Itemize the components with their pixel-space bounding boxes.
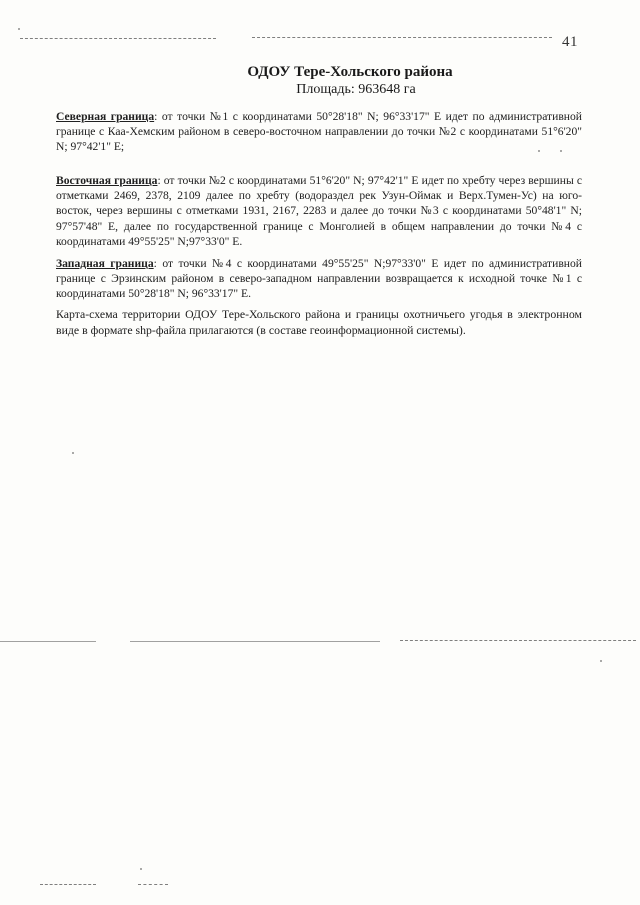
document-title: ОДОУ Тере-Хольского района — [247, 64, 453, 80]
west-border-label: Западная граница — [56, 257, 154, 270]
scan-speck — [18, 28, 20, 30]
scan-artifact-top-line — [20, 38, 216, 39]
page-number: 41 — [562, 34, 578, 50]
area-line: Площадь: 963648 га — [296, 82, 416, 97]
scan-artifact-mid-line — [0, 641, 96, 642]
map-note-paragraph: Карта-схема территории ОДОУ Тере-Хольского района и границы охотничьего угодья в электронном виде в формате shp-файла прилагаются (в составе геоинформационной системы). — [56, 307, 582, 337]
scan-speck — [140, 868, 142, 870]
scan-speck — [600, 660, 602, 662]
north-border-label: Северная граница — [56, 110, 155, 123]
west-border-paragraph — [56, 256, 582, 302]
east-border-label: Восточная граница — [56, 174, 158, 187]
scan-speck — [72, 452, 74, 454]
scan-artifact-mid-line-3 — [400, 640, 636, 641]
east-border-text: : от точки №2 с координатами 51°6'20" N; 97°42'1" E идет по хребту через вершины с отметками 2469, 2378, 2109 далее по хребту (водораздел рек Узун-Оймак и Верх.Тумен-Ус) на юго-восток, через вершины с отметками 1931, 2167, 2283 и далее до точки №3 с координатами 50°48'1" N; 97°57'48" E, далее по государственной границе с Монголией в общем направлении до точки №4 с координатами 49°55'25" N;97°33'0" E. — [56, 174, 582, 248]
west-border-text: : от точки №4 с координатами 49°55'25" N;97°33'0" E идет по административной границе с Эрзинским районом в северо-западном направлении возвращается к исходной точке №1 с координатами 50°28'18" N; 96°33'17" E. — [56, 257, 583, 301]
scan-artifact-bottom-line — [40, 884, 96, 885]
north-border-text: : от точки №1 с координатами 50°28'18" N; 96°33'17" E идет по административной границе с Каа-Хемским районом в северо-восточном направлении до точки №2 с координатами 51°6'20" N; 97°42'1" E; — [56, 110, 582, 154]
scan-artifact-top-line-right — [252, 37, 552, 38]
scan-artifact-bottom-line-2 — [138, 884, 168, 885]
east-border-paragraph — [56, 173, 582, 249]
north-border-paragraph — [56, 109, 582, 155]
scan-artifact-mid-line-2 — [130, 641, 380, 642]
